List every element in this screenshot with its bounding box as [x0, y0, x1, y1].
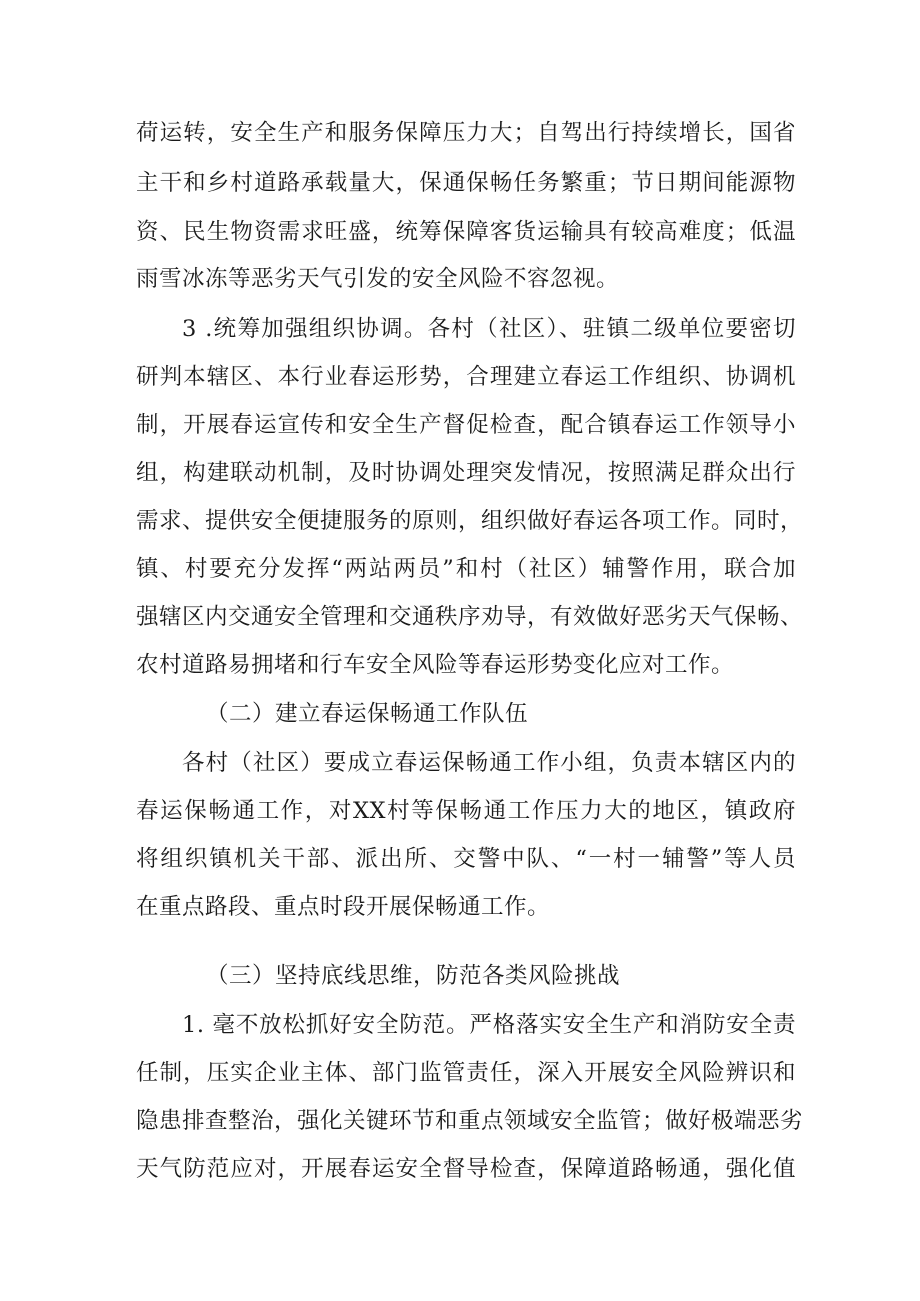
body-text-line: 组，构建联动机制，及时协调处理突发情况，按照满足群众出行 [136, 460, 796, 486]
body-text-line: 需求、提供安全便捷服务的原则，组织做好春运各项工作。同时， [136, 508, 804, 534]
body-text-line: 荷运转，安全生产和服务保障压力大；自驾出行持续增长，国省 [136, 120, 796, 146]
body-text-line: 雨雪冰冻等恶劣天气引发的安全风险不容忽视。 [136, 266, 620, 292]
body-text-line: 3 .统筹加强组织协调。各村（社区）、驻镇二级单位要密切 [182, 316, 796, 342]
body-text-line: 农村道路易拥堵和行车安全风险等春运形势变化应对工作。 [136, 652, 735, 678]
body-text-line: 在重点路段、重点时段开展保畅通工作。 [136, 894, 551, 920]
body-text-line: 制，开展春运宣传和安全生产督促检查，配合镇春运工作领导小 [136, 412, 796, 438]
body-text-line: 镇、村要充分发挥“两站两员”和村（社区）辅警作用，联合加 [136, 556, 796, 582]
section-heading: （三）坚持底线思维，防范各类风险挑战 [206, 963, 621, 989]
body-text-line: 任制，压实企业主体、部门监管责任，深入开展安全风险辨识和 [136, 1060, 796, 1086]
body-text-line: 研判本辖区、本行业春运形势，合理建立春运工作组织、协调机 [136, 364, 796, 390]
body-text-line: 将组织镇机关干部、派出所、交警中队、“一村一辅警”等人员 [136, 846, 796, 872]
body-text-line: 主干和乡村道路承载量大，保通保畅任务繁重；节日期间能源物 [136, 170, 796, 196]
section-heading: （二）建立春运保畅通工作队伍 [206, 701, 529, 727]
body-text-line: 1. 毫不放松抓好安全防范。严格落实安全生产和消防安全责 [182, 1012, 796, 1038]
body-text-line: 资、民生物资需求旺盛，统筹保障客货运输具有较高难度；低温 [136, 219, 796, 245]
body-text-line: 天气防范应对，开展春运安全督导检查，保障道路畅通，强化值 [136, 1156, 796, 1182]
body-text-line: 强辖区内交通安全管理和交通秩序劝导，有效做好恶劣天气保畅、 [136, 604, 804, 630]
body-text-line: 各村（社区）要成立春运保畅通工作小组，负责本辖区内的 [182, 750, 796, 776]
body-text-line: 隐患排查整治，强化关键环节和重点领域安全监管；做好极端恶劣 [136, 1108, 804, 1134]
body-text-line: 春运保畅通工作，对XX村等保畅通工作压力大的地区，镇政府 [136, 798, 796, 824]
